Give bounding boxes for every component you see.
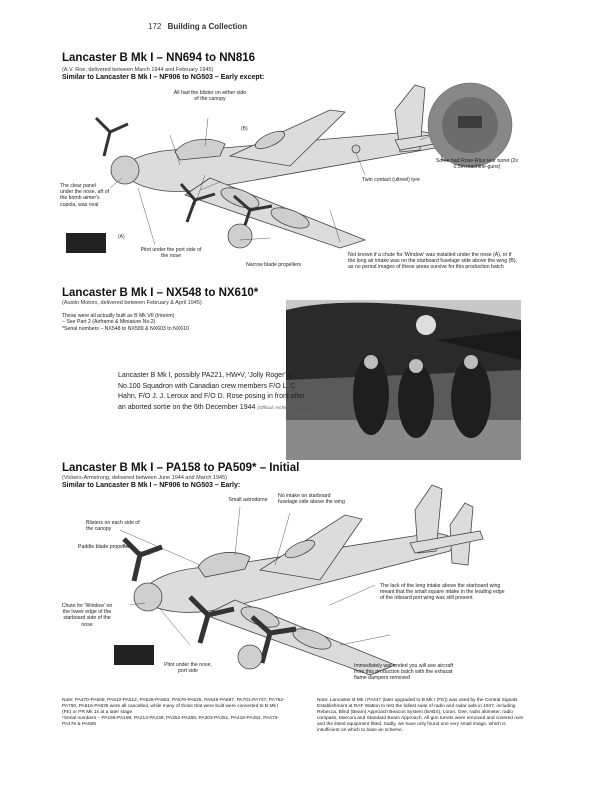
section1-subtitle: (A.V. Roe, delivered between March 1944 and February 1945)	[62, 67, 214, 73]
callout-blister: All had the blister on either side of the canopy	[173, 90, 247, 103]
svg-text:(B): (B)	[241, 126, 248, 132]
lancaster-diagram-2	[0, 485, 600, 685]
callout-propellers: Narrow blade propellers	[246, 262, 302, 268]
callout-panel: The clear panel under the nose, aft of the bomb aimer's cupola, was oval	[60, 183, 110, 208]
crew-photo	[286, 300, 521, 460]
callout-turret: Some had Rose-Rice rear turret (2x 0.5in machine-guns)	[435, 158, 519, 171]
footnote-left: Note: PA470-PA508, PA510-PA512, PA526-PA563, PA576-PA625, PA646-PA687, PA701-PA737, PA752-PA790, PA816-PA835 were all cancelled, while many of those that were built were converted to B Mk I (FE) or PR Mk 1s at a later stage *Serial numbers – PA158-PA198, PA214-PA238, PA252-PA288, PA303-PA351, PA416-PA452, PA473-PA478 & PA509	[62, 698, 285, 728]
callout-pitot-2: Pitot under the nose, port side	[164, 662, 212, 675]
photo-credit: (Official: Archive of Canada)	[257, 404, 314, 410]
footnote-right: Note: Lancaster B Mk I PA447 (later upgraded to B Mk I (FE)) was used by the Central Signals Establishment at RAF Watton to test the fullest suite of radio and radar aids in 1947, including Rebecca, Blind (Beam) Approach Beacon System (BABS), Loran, Gee, radio altimeter, radio compass, Marconi and Standard Beam Approach. All gun turrets were removed and covered over and the listed equipment fitted. Sadly, we have only found one very small image, which is insufficient on which to base an scheme.	[317, 698, 524, 734]
callout-pitot: Pitot under the port side of the nose	[140, 247, 202, 260]
callout-astrodome: Small astrodome	[228, 497, 268, 503]
photo-caption: Lancaster B Mk I, possibly PA221, HW•V, 'Jolly Roger' of No.100 Squadron with Canadian crew members F/O L. C. Hahn, F/O J. J. Leroux and F/O D. Rose posing in front after an aborted sortie on the 6th December 1944	[118, 372, 305, 411]
section2-subtitle: (Austin Motors, delivered between February & April 1945)	[62, 300, 202, 306]
section3-title: Lancaster B Mk I – PA158 to PA509* – Initial	[62, 462, 300, 474]
section2-note-line: These were all actually built as B Mk VII (Interim)	[62, 313, 175, 319]
section2-note-line: – See Part 2 (Airframe & Miniature No.2)	[62, 319, 156, 326]
section1-title: Lancaster B Mk I – NN694 to NN816	[62, 52, 256, 64]
section-title: Building a Collection	[167, 22, 248, 31]
inset-photo	[66, 233, 106, 253]
section2-notes	[62, 313, 212, 332]
section2-title: Lancaster B Mk I – NX548 to NX610*	[62, 287, 259, 299]
inset-photo	[114, 645, 154, 665]
callout-paddle: Paddle blade propellers	[78, 544, 133, 550]
callout-blisters: Blisters on each side of the canopy	[86, 520, 140, 533]
page-header	[148, 22, 247, 31]
page-number: 172	[148, 22, 162, 31]
callout-long-intake: The lack of the long intake above the starboard wing meant that the small square intake in the leading edge of the inboard port wing was still present	[380, 583, 505, 602]
callout-window: Not known if a chute for 'Window' was installed under the nose (A), or if the long air intake was on the starboard fuselage side above the wing (B), as no period images of these areas survive for this production batch	[348, 252, 517, 271]
callout-chute: Chute for 'Window' on the lower edge of the starboard side of the nose	[61, 603, 113, 628]
section1-similar: Similar to Lancaster B Mk I – NF906 to NG503 – Early except:	[62, 74, 265, 81]
svg-text:(A): (A)	[118, 234, 125, 240]
callout-no-intake: No intake on starboard fuselage side above the wing	[278, 493, 345, 506]
callout-tyre: Twin contact (ultreel) tyre	[362, 177, 420, 183]
section3-subtitle: (Vickers-Armstrong, delivered between June 1944 and March 1945)	[62, 475, 227, 481]
section2-note-line: *Serial numbers – NX548 to NX589 & NX603 to NX610	[62, 325, 189, 332]
callout-exhaust: Immediately war ended you will see aircraft from this production batch with the exhaust flame dampers removed	[354, 663, 454, 682]
photo-caption-box	[118, 371, 314, 413]
section3-similar: Similar to Lancaster B Mk I – NF906 to NG503 – Early:	[62, 482, 241, 489]
